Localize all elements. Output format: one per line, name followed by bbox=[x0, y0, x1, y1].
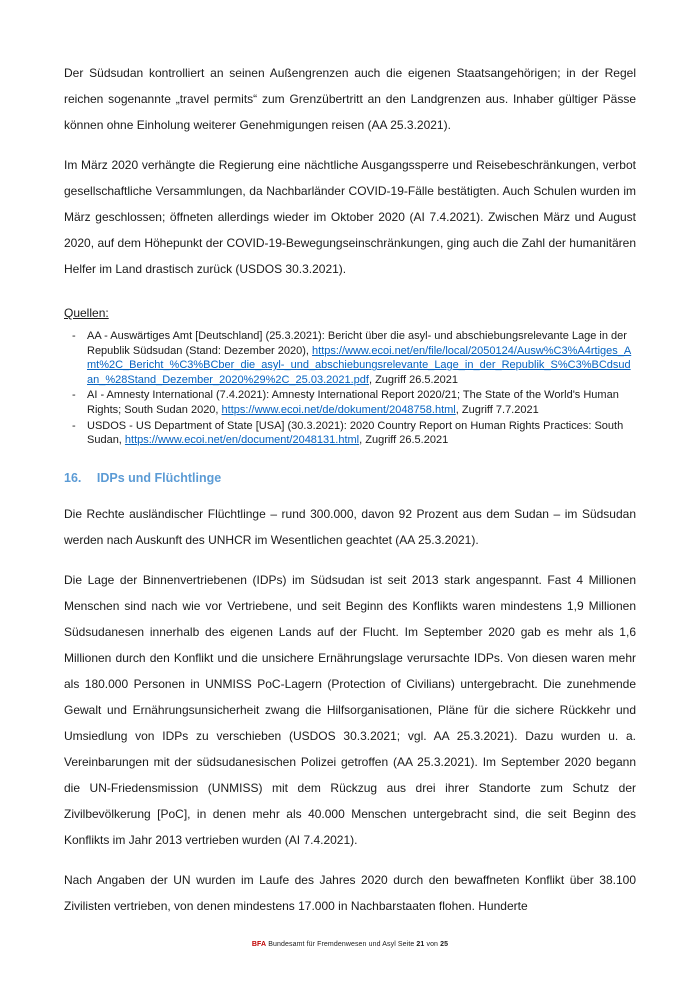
source-link[interactable]: https://www.ecoi.net/en/document/2048131.html bbox=[124, 434, 360, 447]
footer-von: von bbox=[426, 941, 439, 948]
section-number: 16. bbox=[64, 470, 82, 485]
page-footer bbox=[64, 941, 636, 948]
section-title: IDPs und Flüchtlinge bbox=[96, 470, 222, 485]
source-item-body bbox=[87, 388, 636, 417]
source-item bbox=[64, 329, 636, 387]
source-text: , Zugriff 26.5.2021 bbox=[359, 434, 449, 447]
source-text: , Zugriff 7.7.2021 bbox=[455, 403, 539, 416]
paragraph-idp-situation: Die Lage der Binnenvertriebenen (IDPs) im Südsudan ist seit 2013 stark angespannt. Fast 4 Millionen Menschen sind nach wie vor Vertriebene, und seit Beginn des Konflikts waren mindestens 1,9 Millionen Südsudanesen innerhalb des eigenen Lands auf der Flucht. Im September 2020 gab es mehr als 1,6 Millionen durch den Konflikt und die unsichere Ernährungslage verursachte IDPs. Von diesen waren mehr als 180.000 Personen in UNMISS PoC-Lagern (Protection of Civilians) untergebracht. Die zunehmende Gewalt und Ernährungsunsicherheit zwang die Hilfsorganisationen, Pläne für die sichere Rückkehr und Umsiedlung von IDPs zu verschieben (USDOS 30.3.2021; vgl. AA 25.3.2021). Dazu wurden u. a. Vereinbarungen mit der südsudanesischen Polizei getroffen (AA 25.3.2021). Im September 2020 begann die UN-Friedensmission (UNMISS) mit dem Rückzug aus drei ihrer Standorte zum Schutz der Zivilbevölkerung [PoC], in denen mehr als 40.000 Menschen untergebracht sind, die seit Beginn des Konflikts im Jahr 2013 vertrieben wurden (AI 7.4.2021). bbox=[64, 572, 636, 847]
source-text: , Zugriff 26.5.2021 bbox=[368, 373, 459, 386]
footer-org: Bundesamt für Fremdenwesen und Asyl bbox=[268, 941, 396, 948]
source-text: AA - Auswärtiges Amt [Deutschland] (25.3.2021): Bericht über die asyl- und abschiebungsrelevante Lage in der Republik Südsudan (Stand: Dezember 2020), bbox=[87, 330, 627, 357]
source-link[interactable]: https://www.ecoi.net/en/file/local/2050124/Ausw%C3%A4rtiges_Amt%2C_Bericht_%C3%BCber_die_asyl-_und_abschiebungsrelevante_Lage_in_der_Republik_S%C3%BCdsudan_%28Stand_Dezember_2020%29%2C_25.03.2021.pdf bbox=[87, 344, 632, 386]
section-heading bbox=[64, 471, 636, 485]
source-item bbox=[64, 388, 636, 417]
footer-page-label: Seite bbox=[397, 941, 415, 948]
source-text: USDOS - US Department of State [USA] (30.3.2021): 2020 Country Report on Human Rights Practices: South Sudan, bbox=[87, 419, 624, 447]
sources-list bbox=[64, 329, 636, 449]
footer-total-pages: 25 bbox=[440, 941, 449, 948]
paragraph-border-control: Der Südsudan kontrolliert an seinen Außengrenzen auch die eigenen Staatsangehörigen; in der Regel reichen sogenannte „travel permits“ zum Grenzübertritt an den Landgrenzen aus. Inhaber gültiger Pässe können ohne Einholung weiterer Genehmigungen reisen (AA 25.3.2021). bbox=[64, 66, 636, 132]
sources-label: Quellen: bbox=[64, 306, 109, 320]
source-item bbox=[64, 419, 636, 448]
list-dash: - bbox=[72, 389, 76, 402]
source-text: AI - Amnesty International (7.4.2021): Amnesty International Report 2020/21; The State of the World's Human Rights; South Sudan 2020, bbox=[87, 389, 619, 416]
source-link[interactable]: https://www.ecoi.net/de/dokument/2048758.html bbox=[221, 403, 456, 416]
source-item-body bbox=[87, 419, 636, 448]
footer-page-number: 21 bbox=[416, 941, 425, 948]
paragraph-un-displacement: Nach Angaben der UN wurden im Laufe des Jahres 2020 durch den bewaffneten Konflikt über 38.100 Zivilisten vertrieben, von denen mindestens 17.000 in Nachbarstaaten flohen. Hunderte bbox=[64, 872, 636, 913]
source-item-body bbox=[87, 329, 636, 387]
paragraph-covid-measures: Im März 2020 verhängte die Regierung eine nächtliche Ausgangssperre und Reisebeschränkungen, verbot gesellschaftliche Versammlungen, da Nachbarländer COVID-19-Fälle bestätigten. Auch Schulen wurden im März geschlossen; öffneten allerdings wieder im Oktober 2020 (AI 7.4.2021). Zwischen März und August 2020, auf dem Höhepunkt der COVID-19-Bewegungseinschränkungen, ging auch die Zahl der humanitären Helfer im Land drastisch zurück (USDOS 30.3.2021). bbox=[64, 158, 636, 276]
paragraph-refugee-rights: Die Rechte ausländischer Flüchtlinge – rund 300.000, davon 92 Prozent aus dem Sudan – im Südsudan werden nach Auskunft des UNHCR im Wesentlichen geachtet (AA 25.3.2021). bbox=[64, 506, 636, 547]
bfa-brand: BFA bbox=[251, 941, 267, 948]
list-dash: - bbox=[72, 330, 76, 342]
list-dash: - bbox=[72, 419, 76, 432]
